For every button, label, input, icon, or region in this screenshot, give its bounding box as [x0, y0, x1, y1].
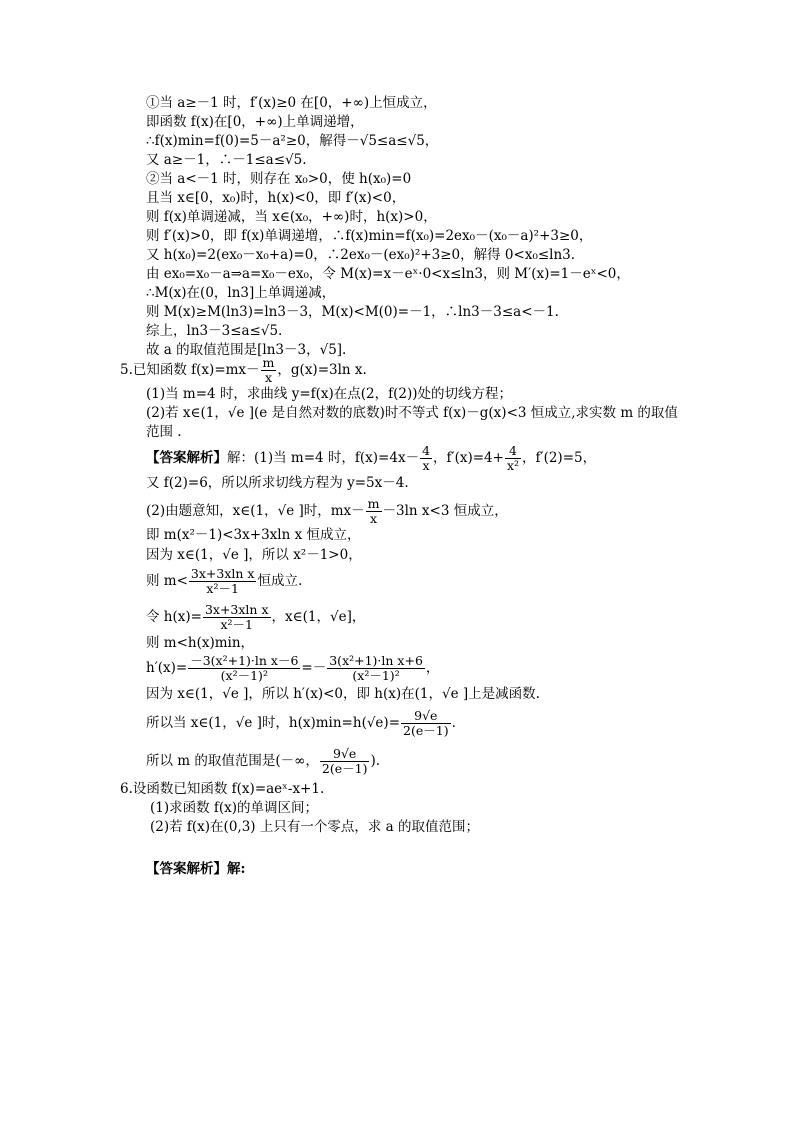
fraction: $\frac{m}{x}$	[367, 496, 380, 526]
fraction: $\frac{\text{3(x²+1)·ln x+6}}{\text{(x²－1)²}}$	[329, 653, 423, 683]
fraction: $\frac{4}{x}$	[422, 443, 431, 473]
text-line: 又 h(x₀)=2(ex₀－x₀+a)=0，∴2ex₀－(ex₀)²+3≥0，解得 0<x₀≤ln3.	[146, 247, 576, 263]
text-line: ②当 a<－1 时，则存在 x₀>0，使 h(x₀)=0	[146, 171, 412, 187]
text-line: 则 f(x)单调递减，当 x∈(x₀，+∞)时，h(x)>0，	[146, 209, 437, 225]
text-line: 因为 x∈(1，√e ]，所以 x²－1>0，	[146, 547, 362, 563]
answer-6: 【答案解析】解:	[146, 861, 246, 877]
text-line: 由 ex₀=x₀－a⇒a=x₀－ex₀，令 M(x)=x－eˣ·0<x≤ln3，则 M′(x)=1－eˣ<0，	[146, 266, 630, 282]
fraction: $\frac{\text{－3(x²+1)·ln x－6}}{\text{(x²－1)²}}$	[190, 653, 299, 683]
fraction: $\frac{\text{3x+3xln x}}{\text{x²－1}}$	[204, 602, 269, 632]
text-line: 且当 x∈[0，x₀)时，h(x)<0，即 f′(x)<0，	[146, 190, 406, 206]
text-line: 则 f′(x)>0，即 f(x)单调递增，∴f(x)min=f(x₀)=2ex₀－(x₀－a)²+3≥0，	[146, 228, 593, 244]
text-line: (1)当 m=4 时，求曲线 y=f(x)在点(2，f(2))处的切线方程；	[146, 386, 513, 402]
text-line: 因为 x∈(1，√e ]，所以 h′(x)<0，即 h(x)在(1，√e ]上是减函数.	[146, 686, 540, 702]
question-6-stem: 6.设函数已知函数 f(x)=aeˣ-x+1.	[120, 781, 325, 797]
answer-line-11: 所以当 x∈(1，√e ]时，h(x)min=h(√e)= $\frac{9√e}{2(e-1)}$ .	[146, 708, 456, 738]
fraction: $\frac{4}{\text{x²}}$	[506, 443, 520, 473]
text-line: 又 a≥－1，∴－1≤a≤√5.	[146, 152, 307, 168]
text-line: ∴M(x)在(0，ln3]上单调递减，	[146, 285, 336, 301]
text-line: 则 M(x)≥M(ln3)=ln3－3，M(x)<M(0)=－1，∴ln3－3≤a<－1.	[146, 304, 559, 320]
text-line: (2)若 f(x)在(0,3) 上只有一个零点，求 a 的取值范围；	[150, 819, 479, 835]
text-line: 故 a 的取值范围是[ln3－3，√5].	[146, 342, 347, 358]
fraction: $\frac{\text{3x+3xln x}}{\text{x²－1}}$	[190, 566, 255, 596]
fraction: $\frac{9√e}{2(e-1)}$	[321, 746, 368, 776]
fraction: $\frac{m}{x}$	[262, 355, 275, 385]
answer-line-12: 所以 m 的取值范围是(－∞， $\frac{9√e}{2(e-1)}$ ).	[146, 746, 381, 776]
text-line: 即函数 f(x)在[0，+∞)上单调递增，	[146, 114, 364, 130]
fraction: $\frac{9√e}{2(e-1)}$	[403, 708, 449, 738]
text-line: 则 m<h(x)min，	[146, 635, 255, 651]
text-line: (1)求函数 f(x)的单调区间；	[150, 800, 319, 816]
answer-line-3: (2)由题意知，x∈(1，√e ]时，mx－ $\frac{m}{x}$ －3ln x<3 恒成立，	[146, 496, 508, 526]
answer-label: 【答案解析】	[146, 861, 227, 877]
text-line: ∴f(x)min=f(0)=5－a²≥0，解得－√5≤a≤√5，	[146, 133, 439, 149]
text-line: (2)若 x∈(1，√e ](e 是自然对数的底数)时不等式 f(x)－g(x)<3 恒成立,求实数 m 的取值	[146, 405, 678, 421]
answer-label: 【答案解析】	[146, 450, 227, 466]
question-5-stem: 5.已知函数 f(x)=mx－ $\frac{m}{x}$ ，g(x)=3ln x.	[120, 355, 367, 385]
answer-line-1: 【答案解析】解：(1)当 m=4 时，f(x)=4x－ $\frac{4}{x}$ ，f′(x)=4+ $\frac{4}{\text{x²}}$ ，f′(2)=5，	[146, 443, 597, 473]
answer-line-9: h′(x)= $\frac{\text{－3(x²+1)·ln x－6}}{\text{(x²－1)²}}$ =－ $\frac{\text{3(x²+1)·ln x+6}}{\text{(x²－1)²}}$ ，	[146, 653, 440, 683]
answer-line-7: 令 h(x)= $\frac{\text{3x+3xln x}}{\text{x²－1}}$ ，x∈(1，√e]，	[146, 602, 366, 632]
text-line: 综上，ln3－3≤a≤√5.	[146, 323, 283, 339]
text-line: 又 f(2)=6，所以所求切线方程为 y=5x－4.	[146, 475, 409, 491]
text-line: 即 m(x²－1)<3x+3xln x 恒成立，	[146, 527, 361, 543]
text-line: 范围 .	[146, 424, 182, 440]
text-line: ①当 a≥－1 时，f′(x)≥0 在[0，+∞)上恒成立，	[146, 95, 437, 111]
answer-line-6: 则 m< $\frac{\text{3x+3xln x}}{\text{x²－1}}$ 恒成立.	[146, 566, 303, 596]
